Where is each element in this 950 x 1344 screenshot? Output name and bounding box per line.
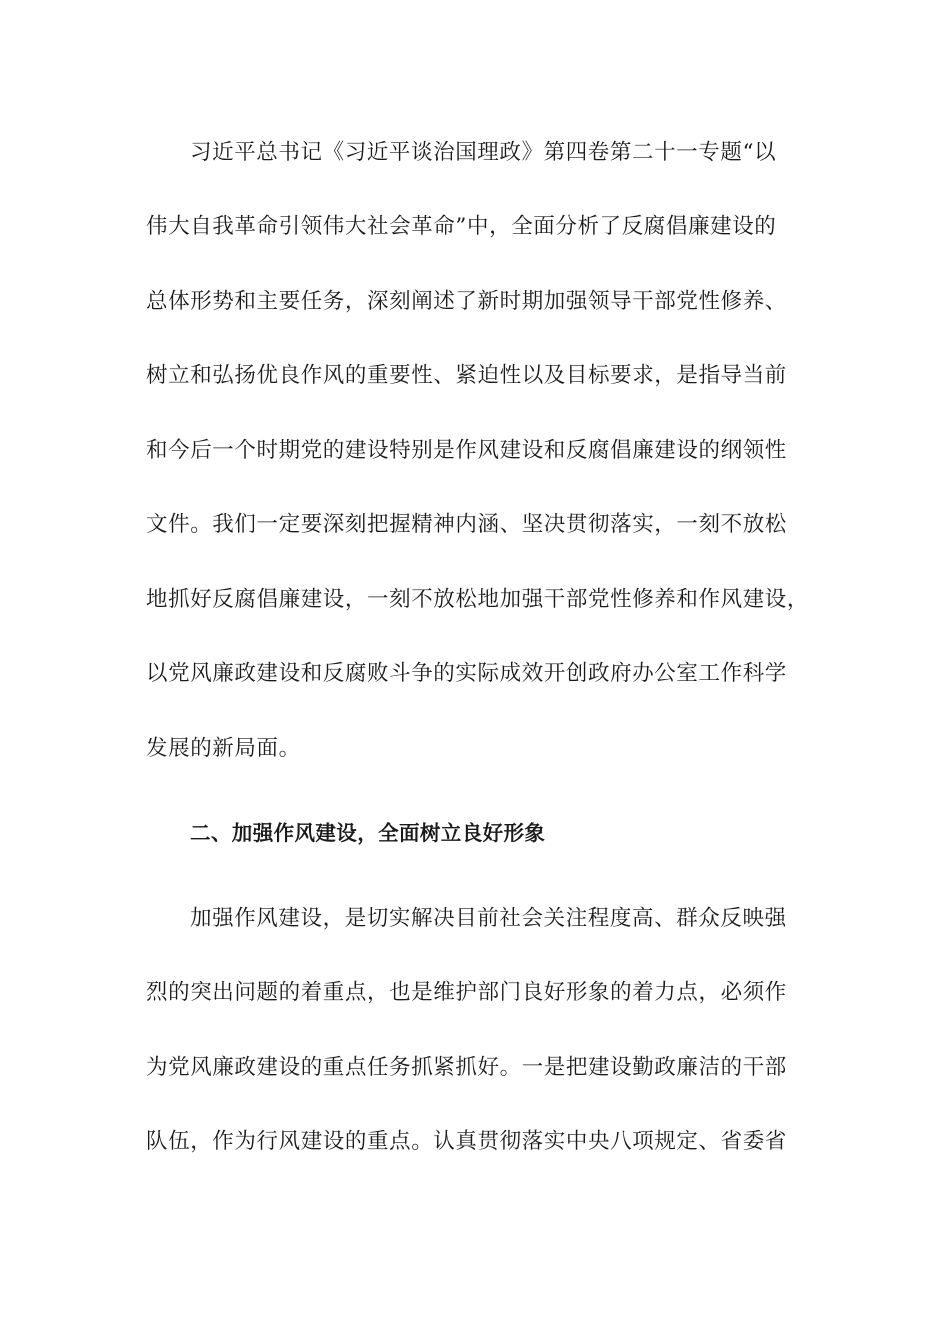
- paragraph-1-line-3: 总体形势和主要任务，深刻阐述了新时期加强领导干部党性修养、: [146, 289, 787, 314]
- paragraph-2-line-4: 队伍，作为行风建设的重点。认真贯彻落实中央八项规定、省委省: [146, 1129, 787, 1154]
- paragraph-1-line-2: 伟大自我革命引领伟大社会革命”中，全面分析了反腐倡廉建设的: [146, 214, 777, 239]
- paragraph-2-line-1: 加强作风建设，是切实解决目前社会关注程度高、群众反映强: [190, 906, 787, 931]
- paragraph-2-line-2: 烈的突出问题的着重点，也是维护部门良好形象的着力点，必须作: [146, 980, 787, 1005]
- paragraph-1-line-1: 习近平总书记《习近平谈治国理政》第四卷第二十一专题“以: [190, 140, 777, 165]
- paragraph-1-line-7: 地抓好反腐倡廉建设，一刻不放松地加强干部党性修养和作风建设，: [146, 587, 810, 612]
- paragraph-1-line-5: 和今后一个时期党的建设特别是作风建设和反腐倡廉建设的纲领性: [146, 438, 787, 463]
- paragraph-1-line-4: 树立和弘扬优良作风的重要性、紧迫性以及目标要求，是指导当前: [146, 363, 787, 388]
- paragraph-2-line-3: 为党风廉政建设的重点任务抓紧抓好。一是把建设勤政廉洁的干部: [146, 1055, 787, 1080]
- paragraph-1-line-9: 发展的新局面。: [146, 736, 301, 761]
- paragraph-1-line-6: 文件。我们一定要深刻把握精神内涵、坚决贯彻落实，一刻不放松: [146, 512, 787, 537]
- section-heading: 二、加强作风建设，全面树立良好形象: [190, 821, 546, 845]
- paragraph-1-line-8: 以党风廉政建设和反腐败斗争的实际成效开创政府办公室工作科学: [146, 661, 787, 686]
